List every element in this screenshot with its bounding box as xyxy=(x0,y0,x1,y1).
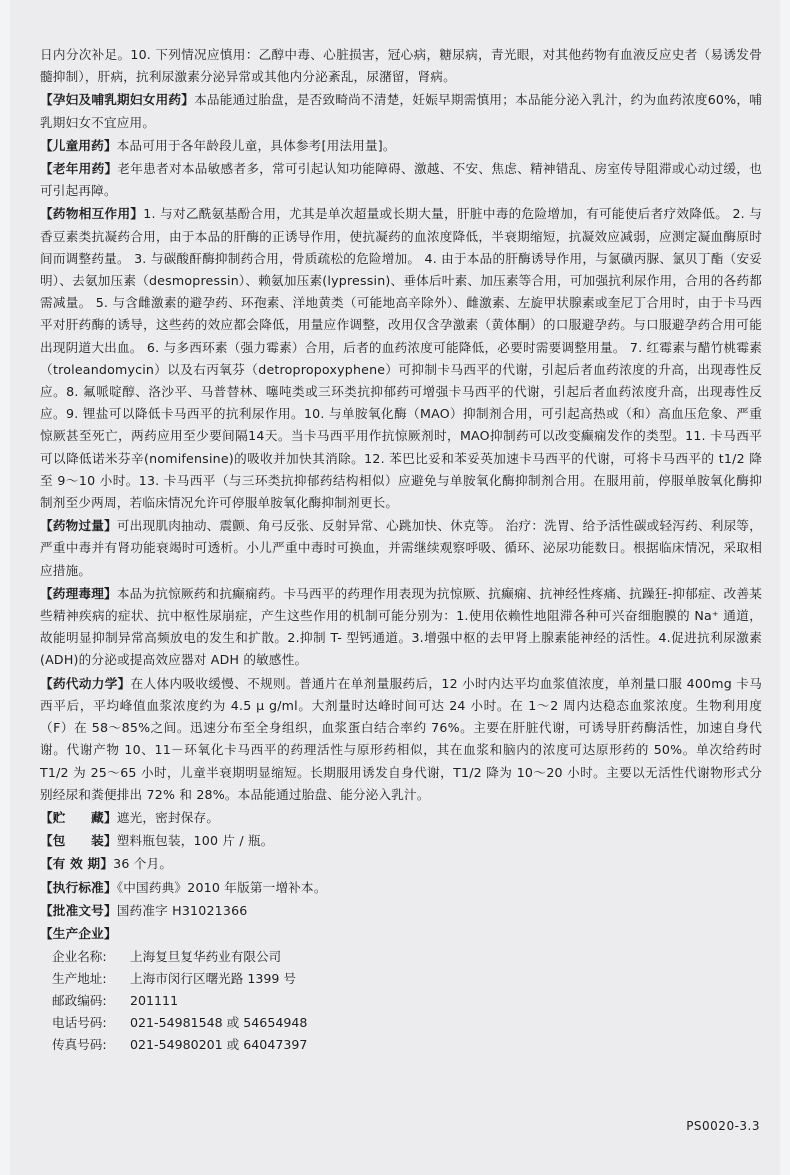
field-heading: 【有 效 期】 xyxy=(40,856,114,872)
field-heading: 【执行标准】 xyxy=(40,879,117,895)
company-value: 021-54981548 或 54654948 xyxy=(130,1015,308,1031)
section-text: 本品能通过胎盘，是否致畸尚不清楚，妊娠早期需慎用；本品能分泌入乳汁，约为血药浓度60%，哺乳期妇女不宜应用。 xyxy=(40,92,762,130)
section-text: 老年患者对本品敏感者多，常可引起认知功能障碍、激越、不安、焦虑、精神错乱、房室传导阻滞或心动过缓，也可引起再障。 xyxy=(40,161,763,199)
intro-paragraph: 日内分次补足。10. 下列情况应慎用：乙醇中毒、心脏损害，冠心病，糖尿病，青光眼，对其他药物有血液反应史者（易诱发骨髓抑制），肝病，抗利尿激素分泌异常或其他内分泌紊乱，尿潴留，肾病。 xyxy=(40,47,762,85)
company-info xyxy=(52,946,762,1056)
section-text: 在人体内吸收缓慢、不规则。普通片在单剂量服药后，12 小时内达平均血浆值浓度，单剂量口服 400mg 卡马西平后，平均峰值血浆浓度约为 4.5 μ g/ml。大剂量时达峰时间可达 24 小时。在 1～2 周内达稳态血浆浓度。生物利用度（F）在 58～85%之间。迅速分布至全身组织，血浆蛋白结合率约 76%。主要在肝脏代谢，可诱导肝药酶活性，加速自身代谢。代谢产物 10、11－环氧化卡马西平的药理活性与原形药相似，其在血浆和脑内的浓度可达原形药的 50%。单次给药时 T1/2 为 25～65 小时，儿童半衰期明显缩短。长期服用诱发自身代谢，T1/2 降为 10～20 小时。主要以无活性代谢物形式分别经尿和粪便排出 72% 和 28%。本品能通过胎盘、能分泌入乳汁。 xyxy=(40,675,763,802)
interactions-section xyxy=(40,203,762,514)
section-heading: 【药理毒理】 xyxy=(40,585,117,601)
company-label: 邮政编码: xyxy=(52,993,107,1009)
field-value: 《中国药典》2010 年版第一增补本。 xyxy=(116,879,327,895)
package-field xyxy=(40,830,762,852)
company-name-row xyxy=(52,946,762,968)
section-heading: 【药代动力学】 xyxy=(40,675,131,691)
validity-field xyxy=(40,853,762,875)
field-value: 国药准字 H31021366 xyxy=(116,902,248,918)
children-section xyxy=(40,135,762,157)
section-heading: 【药物相互作用】 xyxy=(40,206,144,222)
manufacturer-heading xyxy=(40,923,762,945)
section-text: 可出现肌肉抽动、震颤、角弓反张、反射异常、心跳加快、休克等。 治疗：洗胃、给予活性碳或轻泻药、利尿等，严重中毒并有肾功能衰竭时可透析。小儿严重中毒时可换血，并需继续观察呼吸、循环、泌尿功能数日。根据临床情况，采取相应措施。 xyxy=(40,518,763,578)
company-value: 201111 xyxy=(130,993,179,1009)
company-value: 021-54980201 或 64047397 xyxy=(130,1037,308,1053)
field-value: 遮光，密封保存。 xyxy=(116,809,220,825)
company-address-row xyxy=(52,968,762,990)
company-value: 上海复旦复华药业有限公司 xyxy=(130,949,282,965)
company-phone-row xyxy=(52,1012,762,1034)
company-label: 企业名称: xyxy=(52,949,107,965)
section-text: 本品可用于各年龄段儿童，具体参考[用法用量]。 xyxy=(116,137,396,153)
field-heading: 【批准文号】 xyxy=(40,902,117,918)
company-label: 电话号码: xyxy=(52,1015,107,1031)
document-code: PS0020-3.3 xyxy=(686,1119,760,1133)
field-heading: 【生产企业】 xyxy=(40,925,117,941)
section-heading: 【药物过量】 xyxy=(40,518,117,534)
section-heading: 【儿童用药】 xyxy=(40,137,117,153)
section-heading: 【孕妇及哺乳期妇女用药】 xyxy=(40,92,195,108)
section-heading: 【老年用药】 xyxy=(40,161,118,177)
section-text: 本品为抗惊厥药和抗癫痫药。卡马西平的药理作用表现为抗惊厥、抗癫痫、抗神经性疼痛、抗躁狂-抑郁症、改善某些精神疾病的症状、抗中枢性尿崩症，产生这些作用的机制可能分别为：1.使用依赖性地阻滞各种可兴奋细胞膜的 Na⁺ 通道，故能明显抑制异常高频放电的发生和扩散。2.抑制 T- 型钙通道。3.增强中枢的去甲肾上腺素能神经的活性。4.促进抗利尿激素(ADH)的分泌或提高效应器对 ADH 的敏感性。 xyxy=(40,585,763,668)
field-value: 36 个月。 xyxy=(113,856,173,872)
section-text: 1. 与对乙酰氨基酚合用，尤其是单次超量或长期大量，肝脏中毒的危险增加，有可能使后者疗效降低。 2. 与香豆素类抗凝药合用，由于本品的肝酶的正诱导作用，使抗凝药的血浓度降低，半衰期缩短，抗凝效应减弱，应测定凝血酶原时间而调整药量。 3. 与碳酸酐酶抑制药合用，骨质疏松的危险增加。 4. 由于本品的肝酶诱导作用，与氯磺丙脲、氯贝丁酯（安妥明）、去氨加压素（desmopressin）、赖氨加压素(lypressin)、垂体后叶素、加压素等合用，可加强抗利尿作用，合用的各药都需减量。 5. 与含雌激素的避孕药、环孢素、洋地黄类（可能地高辛除外）、雌激素、左旋甲状腺素或奎尼丁合用时，由于卡马西平对肝药酶的诱导，这些药的效应都会降低，用量应作调整，改用仅含孕激素（黄体酮）的口服避孕药。与口服避孕药合用可能出现阴道大出血。 6. 与多西环素（强力霉素）合用，后者的血药浓度可能降低，必要时需要调整用量。 7. 红霉素与醋竹桃霉素（troleandomycin）以及右丙氧芬（detropropoxyphene）可抑制卡马西平的代谢，引起后者血药浓度的升高，出现毒性反应。8. 氟哌啶醇、洛沙平、马普替林、噻吨类或三环类抗抑郁药可增强卡马西平的代谢，引起后者血药浓度升高，出现毒性反应。9. 锂盐可以降低卡马西平的抗利尿作用。10. 与单胺氧化酶（MAO）抑制剂合用，可引起高热或（和）高血压危象、严重惊厥甚至死亡，两药应用至少要间隔14天。当卡马西平用作抗惊厥剂时，MAO抑制药可以改变癫痫发作的类型。11. 卡马西平可以降低诺米芬辛(nomifensine)的吸收并加快其消除。12. 苯巴比妥和苯妥英加速卡马西平的代谢，可将卡马西平的 t1/2 降至 9～10 小时。13. 卡马西平（与三环类抗抑郁药结构相似）应避免与单胺氧化酶抑制剂合用。在服用前，停服单胺氧化酶抑制剂至少两周，若临床情况允许可停服单胺氧化酶抑制剂更长。 xyxy=(40,206,762,511)
field-heading: 【包 装】 xyxy=(40,833,117,849)
company-label: 生产地址: xyxy=(52,971,107,987)
company-value: 上海市闵行区曙光路 1399 号 xyxy=(130,971,296,987)
pharmacology-section xyxy=(40,583,762,672)
elderly-section xyxy=(40,158,762,202)
standard-field xyxy=(40,877,762,899)
pharmacokinetics-section xyxy=(40,673,762,806)
leaflet-sheet xyxy=(10,0,780,1175)
overdose-section xyxy=(40,515,762,582)
company-label: 传真号码: xyxy=(52,1037,107,1053)
field-value: 塑料瓶包装，100 片 / 瓶。 xyxy=(116,833,274,849)
field-heading: 【贮 藏】 xyxy=(40,809,117,825)
pregnancy-section xyxy=(40,89,762,133)
company-fax-row xyxy=(52,1034,762,1056)
company-postcode-row xyxy=(52,990,762,1012)
approval-field xyxy=(40,900,762,922)
storage-field xyxy=(40,807,762,829)
